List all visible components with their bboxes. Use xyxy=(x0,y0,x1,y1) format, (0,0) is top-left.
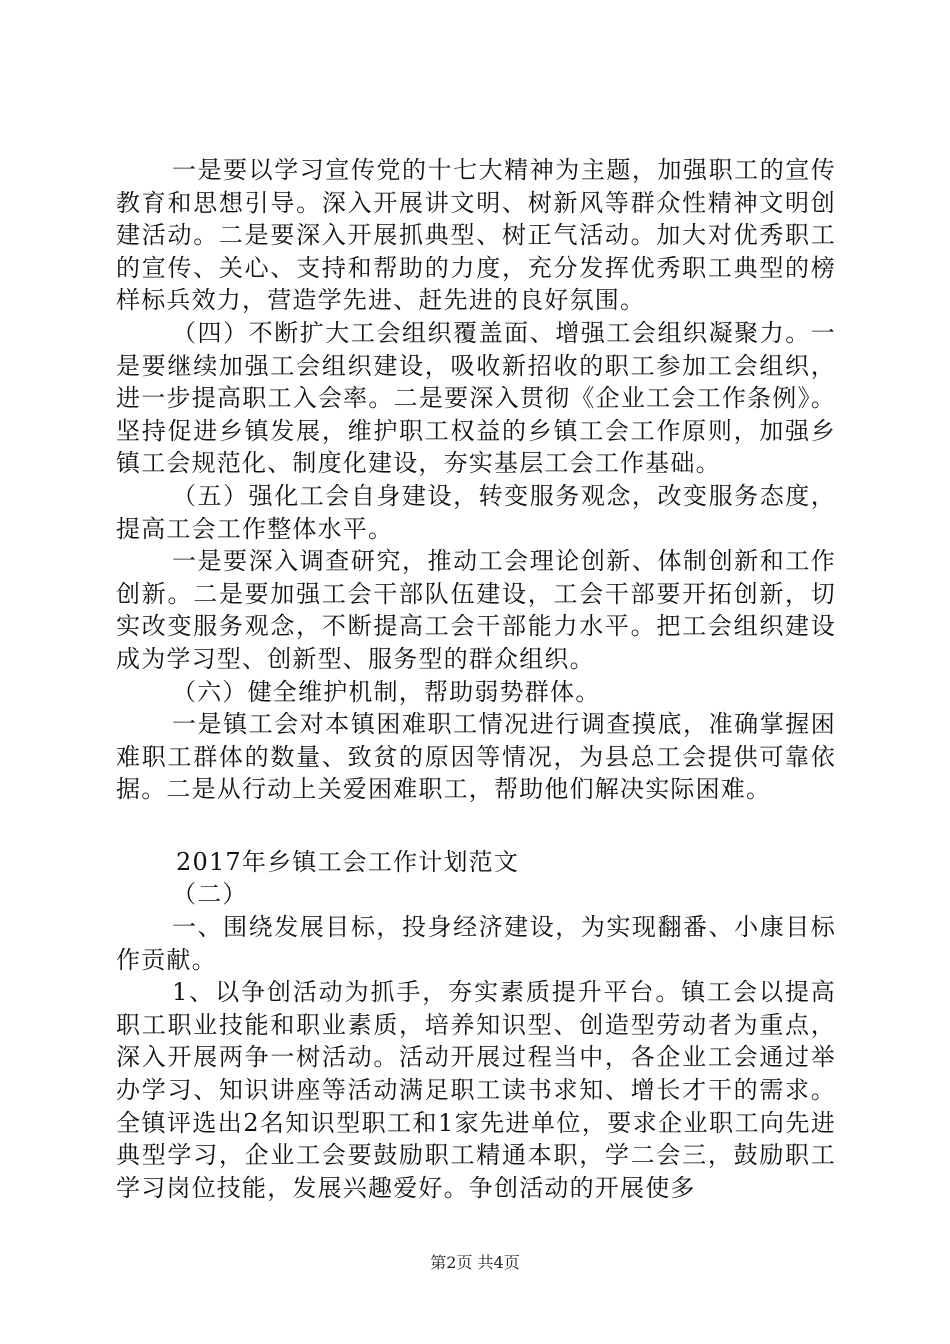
paragraph-section-four: （四）不断扩大工会组织覆盖面、增强工会组织凝聚力。一是要继续加强工会组织建设，吸收新招收的职工参加工会组织，进一步提高职工入会率。二是要深入贯彻《企业工会工作条例》。坚持促进乡镇发展，维护职工权益的乡镇工会工作原则，加强乡镇工会规范化、制度化建设，夯实基层工会工作基础。 xyxy=(116,318,836,478)
paragraph-research: 一是要深入调查研究，推动工会理论创新、体制创新和工作创新。二是要加强工会干部队伍建设，工会干部要开拓创新，切实改变服务观念，不断提高工会干部能力水平。把工会组织建设成为学习型、创新型、服务型的群众组织。 xyxy=(116,547,836,673)
document-body xyxy=(116,154,836,1204)
paragraph-activities: 1、以争创活动为抓手，夯实素质提升平台。镇工会以提高职工职业技能和职业素质，培养知识型、创造型劳动者为重点，深入开展两争一树活动。活动开展过程当中，各企业工会通过举办学习、知识讲座等活动满足职工读书求知、增长才干的需求。全镇评选出2名知识型职工和1家先进单位，要求企业职工向先进典型学习，企业工会要鼓励职工精通本职，学二会三，鼓励职工学习岗位技能，发展兴趣爱好。争创活动的开展使多 xyxy=(116,978,836,1202)
paragraph-survey: 一是镇工会对本镇困难职工情况进行调查摸底，准确掌握困难职工群体的数量、致贫的原因等情况，为县总工会提供可靠依据。二是从行动上关爱困难职工，帮助他们解决实际困难。 xyxy=(116,710,836,804)
paragraph-section-six: （六）健全维护机制，帮助弱势群体。 xyxy=(172,677,601,706)
page-number-footer: 第2页 共4页 xyxy=(430,1253,520,1272)
document-subtitle: （二） xyxy=(172,880,248,909)
paragraph-section-five: （五）强化工会自身建设，转变服务观念，改变服务态度，提高工会工作整体水平。 xyxy=(116,481,836,543)
section-gap xyxy=(116,806,836,846)
paragraph-goal: 一、围绕发展目标，投身经济建设，为实现翻番、小康目标作贡献。 xyxy=(116,913,836,974)
document-title: 2017年乡镇工会工作计划范文 xyxy=(176,847,520,876)
paragraph-education: 一是要以学习宣传党的十七大精神为主题，加强职工的宣传教育和思想引导。深入开展讲文明、树新风等群众性精神文明创建活动。二是要深入开展抓典型、树正气活动。加大对优秀职工的宣传、关心、支持和帮助的力度，充分发挥优秀职工典型的榜样标兵效力，营造学先进、赶先进的良好氛围。 xyxy=(116,156,836,315)
